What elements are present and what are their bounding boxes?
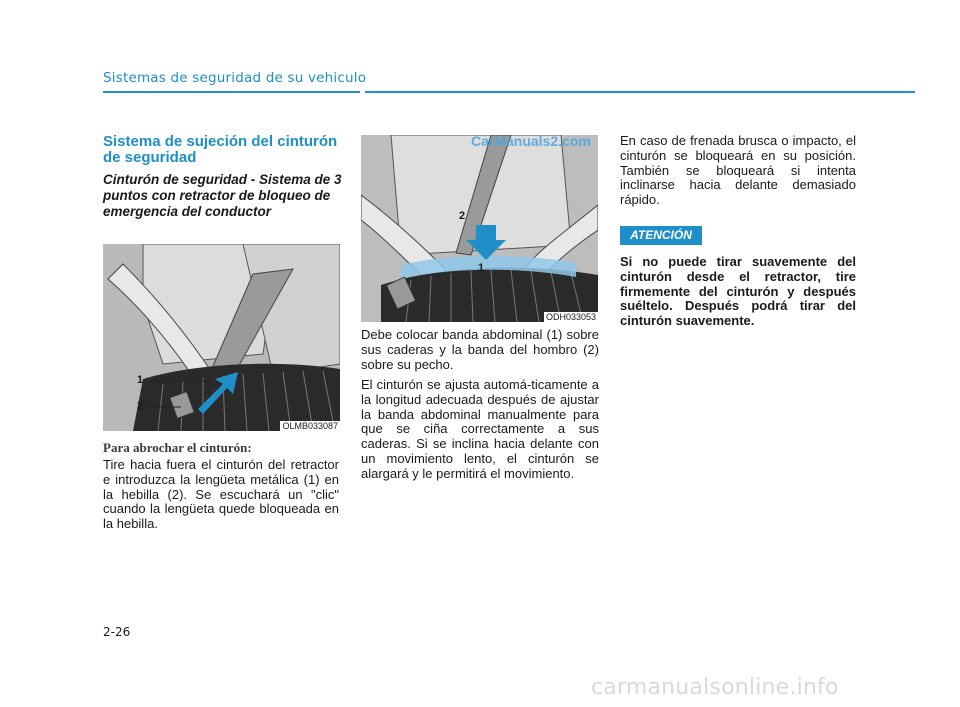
illustration-lap-belt: [361, 135, 598, 322]
watermark-link[interactable]: CarManuals2.com: [471, 133, 591, 149]
running-header: Sistemas de seguridad de su vehiculo: [103, 70, 367, 86]
figure-code: OLMB033087: [282, 421, 338, 431]
paragraph-belt-adjust: El cinturón se ajusta automá-ticamente a la longitud adecuada después de ajustar la banda abdominal manualmente para que se ciña correctamente a sus caderas. Si se inclina hacia delante con un movimiento lento, el cinturón se alargará y le permitirá el movimiento.: [361, 377, 599, 481]
caution-badge: ATENCIÓN: [620, 226, 702, 245]
page-number: 2-26: [103, 625, 131, 639]
lap-belt-illustration: [361, 135, 598, 322]
paragraph-belt-position: Debe colocar banda abdominal (1) sobre sus caderas y la banda del hombro (2) sobre su pecho.: [361, 327, 599, 372]
paragraph-belt-lock: En caso de frenada brusca o impacto, el cinturón se bloqueará en su posición. También se bloqueará si intenta inclinarse hacia delante demasiado rápido.: [620, 133, 856, 208]
figure-code: ODH033053: [545, 312, 596, 322]
section-subtitle: Cinturón de seguridad - Sistema de 3 puntos con retractor de bloqueo de emergencia del conductor: [103, 172, 342, 219]
caution-text: Si no puede tirar suavemente del cinturón desde el retractor, tire firmemente del cinturón y después suéltelo. Después podrá tirar del cinturón suavemente.: [620, 254, 856, 329]
illustration-buckling-seatbelt: [103, 244, 340, 431]
callout-2: 2: [137, 400, 144, 412]
subheading-buckle: Para abrochar el cinturón:: [103, 440, 252, 455]
callout-2: 2: [459, 210, 466, 222]
section-title: Sistema de sujeción del cinturón de seguridad: [103, 133, 338, 166]
callout-1: 1: [478, 262, 485, 274]
header-rule-left: [103, 91, 360, 93]
callout-1: 1: [137, 374, 144, 386]
header-rule-right: [365, 91, 915, 93]
watermark-footer: carmanualsonline.info: [591, 675, 839, 700]
paragraph-buckle-instructions: Tire hacia fuera el cinturón del retractor e introduzca la lengüeta metálica (1) en la hebilla (2). Se escuchará un "clic" cuando la lengüeta quede bloqueada en la hebilla.: [103, 457, 339, 532]
